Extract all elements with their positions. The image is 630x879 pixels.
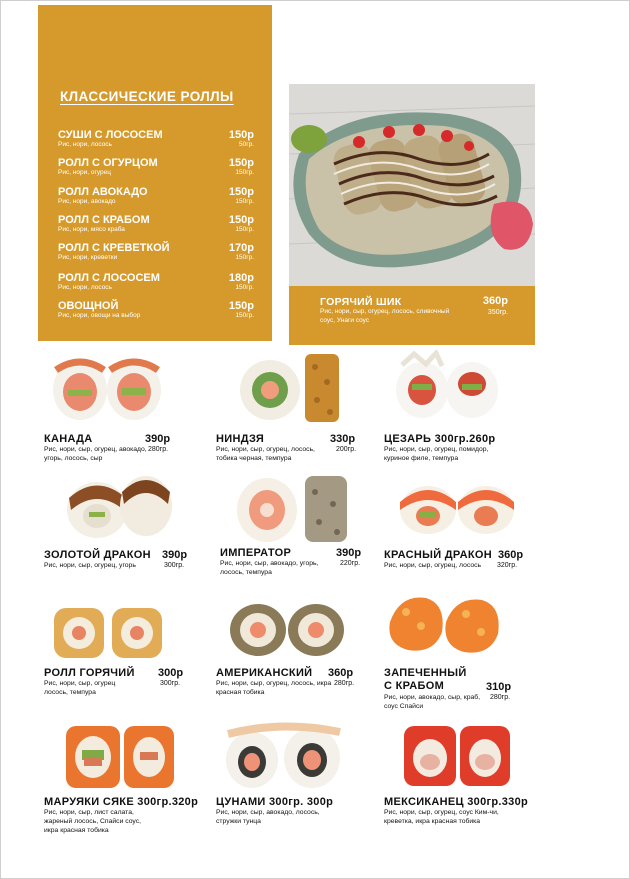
classic-item	[58, 214, 254, 242]
roll-image-maruyaki	[64, 722, 176, 792]
classic-item-desc: Рис, нори, креветки	[58, 254, 118, 261]
roll-image-ninja	[235, 352, 345, 427]
item-desc: Рис, нори, сыр, огурец, лосось, тобика черная, темпура	[216, 446, 315, 462]
classic-item-price: 150р	[228, 214, 254, 226]
item-weight: 220гр.	[340, 560, 361, 567]
item-weight: 280гр.	[148, 446, 169, 453]
classic-item	[58, 272, 254, 300]
item-weight: 280гр.	[490, 694, 511, 701]
item-name: КАНАДА	[44, 433, 93, 445]
roll-image-caesar	[392, 350, 502, 422]
classic-item-price: 170р	[228, 242, 254, 254]
roll-image-baked-crab	[386, 592, 504, 658]
hot-chic-price: 360р	[482, 295, 508, 307]
item-name: НИНДЗЯ	[216, 433, 265, 445]
classic-item-desc: Рис, нори, огурец	[58, 169, 112, 176]
item-desc: Рис, нори, сыр, огурец, помидор, куриное филе, темпура	[384, 446, 489, 462]
classic-item-price: 150р	[228, 157, 254, 169]
classic-rolls-panel	[38, 5, 272, 341]
item-name: МЕКСИКАНЕЦ 300гр.330р	[384, 796, 529, 808]
item-name-line2: С КРАБОМ	[384, 680, 445, 692]
roll-image-hot-roll	[52, 604, 164, 662]
classic-item	[58, 129, 254, 157]
classic-item-weight: 50гр.	[238, 141, 254, 148]
item-weight: 300гр.	[160, 680, 181, 687]
classic-item-name: РОЛЛ С КРЕВЕТКОЙ	[58, 242, 170, 254]
hot-chic-info	[289, 286, 535, 345]
item-name: ЗАПЕЧЕННЫЙ	[384, 667, 467, 679]
classic-item-desc: Рис, нори, лосось	[58, 141, 112, 148]
classic-item	[58, 242, 254, 270]
roll-image-golden-dragon	[64, 468, 174, 540]
classic-item-desc: Рис, нори, лосось	[58, 284, 112, 291]
classic-item-desc: Рис, нори, овощи на выбор	[58, 312, 141, 319]
item-name: ЦЕЗАРЬ 300гр.260р	[384, 433, 496, 445]
hot-chic-desc: Рис, нори, сыр, огурец, лосось, сливочный соус, Унаги соус	[320, 308, 450, 324]
item-weight: 280гр.	[334, 680, 355, 687]
item-price: 300р	[158, 667, 184, 679]
item-price: 390р	[162, 549, 188, 561]
item-weight: 320гр.	[497, 562, 518, 569]
hot-chic-photo	[289, 84, 535, 286]
classic-item-desc: Рис, нори, авокадо	[58, 198, 116, 205]
item-price: 330р	[330, 433, 356, 445]
item-desc: Рис, нори, сыр, авокадо, угорь, лосось, темпура	[220, 560, 319, 576]
classic-item-price: 150р	[228, 300, 254, 312]
item-desc: Рис, нори, сыр, огурец лосось, темпура	[44, 680, 116, 696]
roll-image-emperor	[235, 472, 353, 544]
item-price: 390р	[336, 547, 362, 559]
classic-item-price: 150р	[228, 129, 254, 141]
roll-image-tsunami	[224, 718, 342, 790]
classic-item-weight: 150гр.	[235, 226, 254, 233]
classic-item-weight: 150гр.	[235, 169, 254, 176]
classic-item-weight: 150гр.	[235, 312, 254, 319]
classic-item-name: СУШИ С ЛОСОСЕМ	[58, 129, 163, 141]
item-name: ИМПЕРАТОР	[220, 547, 292, 559]
classic-item-name: РОЛЛ С КРАБОМ	[58, 214, 150, 226]
item-weight: 200гр.	[336, 446, 357, 453]
item-desc: Рис, нори, сыр, огурец, соус Ким-чи, креветка, икра красная тобика	[384, 809, 499, 825]
classic-item	[58, 300, 254, 328]
roll-image-red-dragon	[398, 478, 516, 536]
item-price: 310р	[486, 681, 512, 693]
classic-item-weight: 150гр.	[235, 254, 254, 261]
classic-item-price: 150р	[228, 186, 254, 198]
hot-chic-name: ГОРЯЧИЙ ШИК	[320, 296, 402, 308]
classic-item-desc: Рис, нори, мясо краба	[58, 226, 125, 233]
item-name: ЗОЛОТОЙ ДРАКОН	[44, 549, 151, 561]
classic-item	[58, 186, 254, 214]
roll-image-mexican	[402, 722, 512, 788]
item-weight: 300гр.	[164, 562, 185, 569]
classic-item-name: РОЛЛ С ОГУРЦОМ	[58, 157, 158, 169]
item-name: РОЛЛ ГОРЯЧИЙ	[44, 667, 135, 679]
item-desc: Рис, нори, сыр, огурец, угорь	[44, 562, 136, 569]
roll-image-canada	[52, 352, 164, 424]
item-desc: Рис, нори, сыр, авокадо, лосось, стружки тунца	[216, 809, 320, 825]
classic-item-name: РОЛЛ АВОКАДО	[58, 186, 148, 198]
item-price: 360р	[498, 549, 524, 561]
item-price: 360р	[328, 667, 354, 679]
item-desc: Рис, нори, авокадо, сыр, краб, соус Спайси	[384, 694, 481, 710]
item-name: ЦУНАМИ 300гр. 300р	[216, 796, 334, 808]
item-price: 390р	[145, 433, 171, 445]
classic-item-name: ОВОЩНОЙ	[58, 300, 119, 312]
classic-item	[58, 157, 254, 185]
item-desc: Рис, нори, сыр, лист салата, жареный лосось, Спайси соус, икра красная тобика	[44, 809, 142, 834]
item-name: МАРУЯКИ СЯКЕ 300гр.320р	[44, 796, 199, 808]
classic-item-name: РОЛЛ С ЛОСОСЕМ	[58, 272, 160, 284]
classic-item-price: 180р	[228, 272, 254, 284]
classic-item-weight: 150гр.	[235, 198, 254, 205]
item-desc: Рис, нори, сыр, огурец, авокадо, угорь, лосось, сыр	[44, 446, 147, 462]
item-desc: Рис, нори, сыр, огурец, лосось, икра красная тобика	[216, 680, 332, 696]
item-name: КРАСНЫЙ ДРАКОН	[384, 549, 492, 561]
classic-item-weight: 150гр.	[235, 284, 254, 291]
hot-chic-weight: 350гр.	[487, 309, 508, 316]
classic-rolls-title: КЛАССИЧЕСКИЕ РОЛЛЫ	[60, 89, 234, 104]
item-name: АМЕРИКАНСКИЙ	[216, 667, 313, 679]
roll-image-american	[228, 598, 348, 658]
item-desc: Рис, нори, сыр, огурец, лосось	[384, 562, 482, 569]
